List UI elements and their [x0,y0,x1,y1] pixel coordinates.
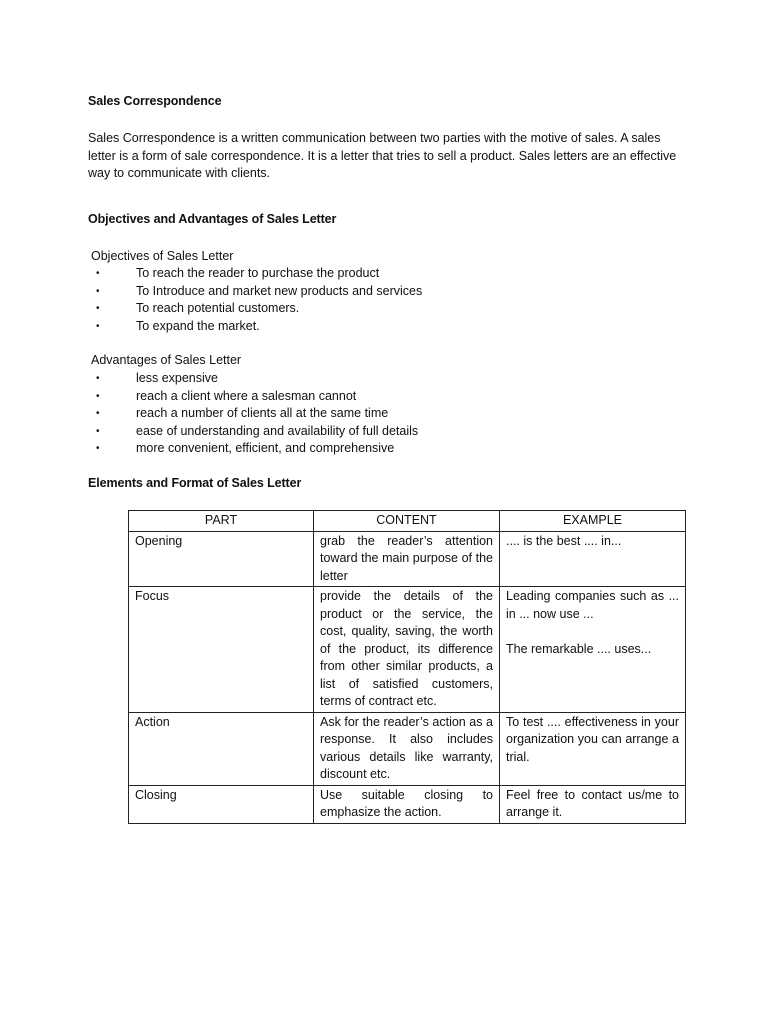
bullet-icon: • [96,408,100,419]
bullet-icon: • [96,425,100,437]
section-heading-objectives-advantages: Objectives and Advantages of Sales Letter [88,212,337,226]
content-cell: Ask for the reader’s action as a response. It also includes various details like warranty, discount etc. [314,712,500,785]
column-header-part: PART [129,511,314,532]
column-header-content: CONTENT [314,511,500,532]
document-title: Sales Correspondence [88,94,222,108]
intro-paragraph: Sales Correspondence is a written communication between two parties with the motive of sales. A sales letter is a form of sale correspondence. It is a letter that tries to sell a product. Sales letters are an effective way to communicate with clients. [88,131,677,180]
format-table [128,510,686,824]
bullet-icon: • [96,443,100,454]
objectives-list [91,265,422,335]
list-item: • To expand the market. [91,318,422,336]
example-cell: Leading companies such as ... in ... now use ... The remarkable .... uses... [500,587,686,713]
advantages-subheading: Advantages of Sales Letter [91,353,242,367]
advantages-list [91,370,418,458]
bullet-icon: • [96,303,100,314]
list-item: • To Introduce and market new products and services [91,283,422,301]
list-item: • To reach the reader to purchase the product [91,265,422,283]
content-cell: Use suitable closing to emphasize the action. [314,785,500,823]
content-cell: provide the details of the product or the service, the cost, quality, saving, the worth of the product, its difference from other similar products, a list of satisfied customers, terms of contract etc. [314,587,500,713]
column-header-example: EXAMPLE [500,511,686,532]
list-item: • To reach potential customers. [91,300,422,318]
example-cell: To test .... effectiveness in your organization you can arrange a trial. [500,712,686,785]
part-cell: Focus [129,587,314,713]
content-cell: grab the reader’s attention toward the main purpose of the letter [314,531,500,587]
list-item: • more convenient, efficient, and comprehensive [91,440,418,458]
list-item: • reach a client where a salesman cannot [91,388,418,406]
objectives-subheading: Objectives of Sales Letter [91,249,234,263]
section-heading-elements-format: Elements and Format of Sales Letter [88,476,302,490]
bullet-icon: • [96,285,100,297]
table-header-row [129,511,686,532]
list-item: • reach a number of clients all at the same time [91,405,418,423]
part-cell: Action [129,712,314,785]
bullet-icon: • [96,320,100,332]
table-row [129,712,686,785]
table-row [129,531,686,587]
table-row [129,587,686,713]
bullet-icon: • [96,268,100,279]
list-item: • less expensive [91,370,418,388]
bullet-icon: • [96,373,100,384]
example-cell: .... is the best .... in... [500,531,686,587]
table-row [129,785,686,823]
bullet-icon: • [96,390,100,402]
list-item: • ease of understanding and availability of full details [91,423,418,441]
example-cell: Feel free to contact us/me to arrange it. [500,785,686,823]
part-cell: Closing [129,785,314,823]
part-cell: Opening [129,531,314,587]
